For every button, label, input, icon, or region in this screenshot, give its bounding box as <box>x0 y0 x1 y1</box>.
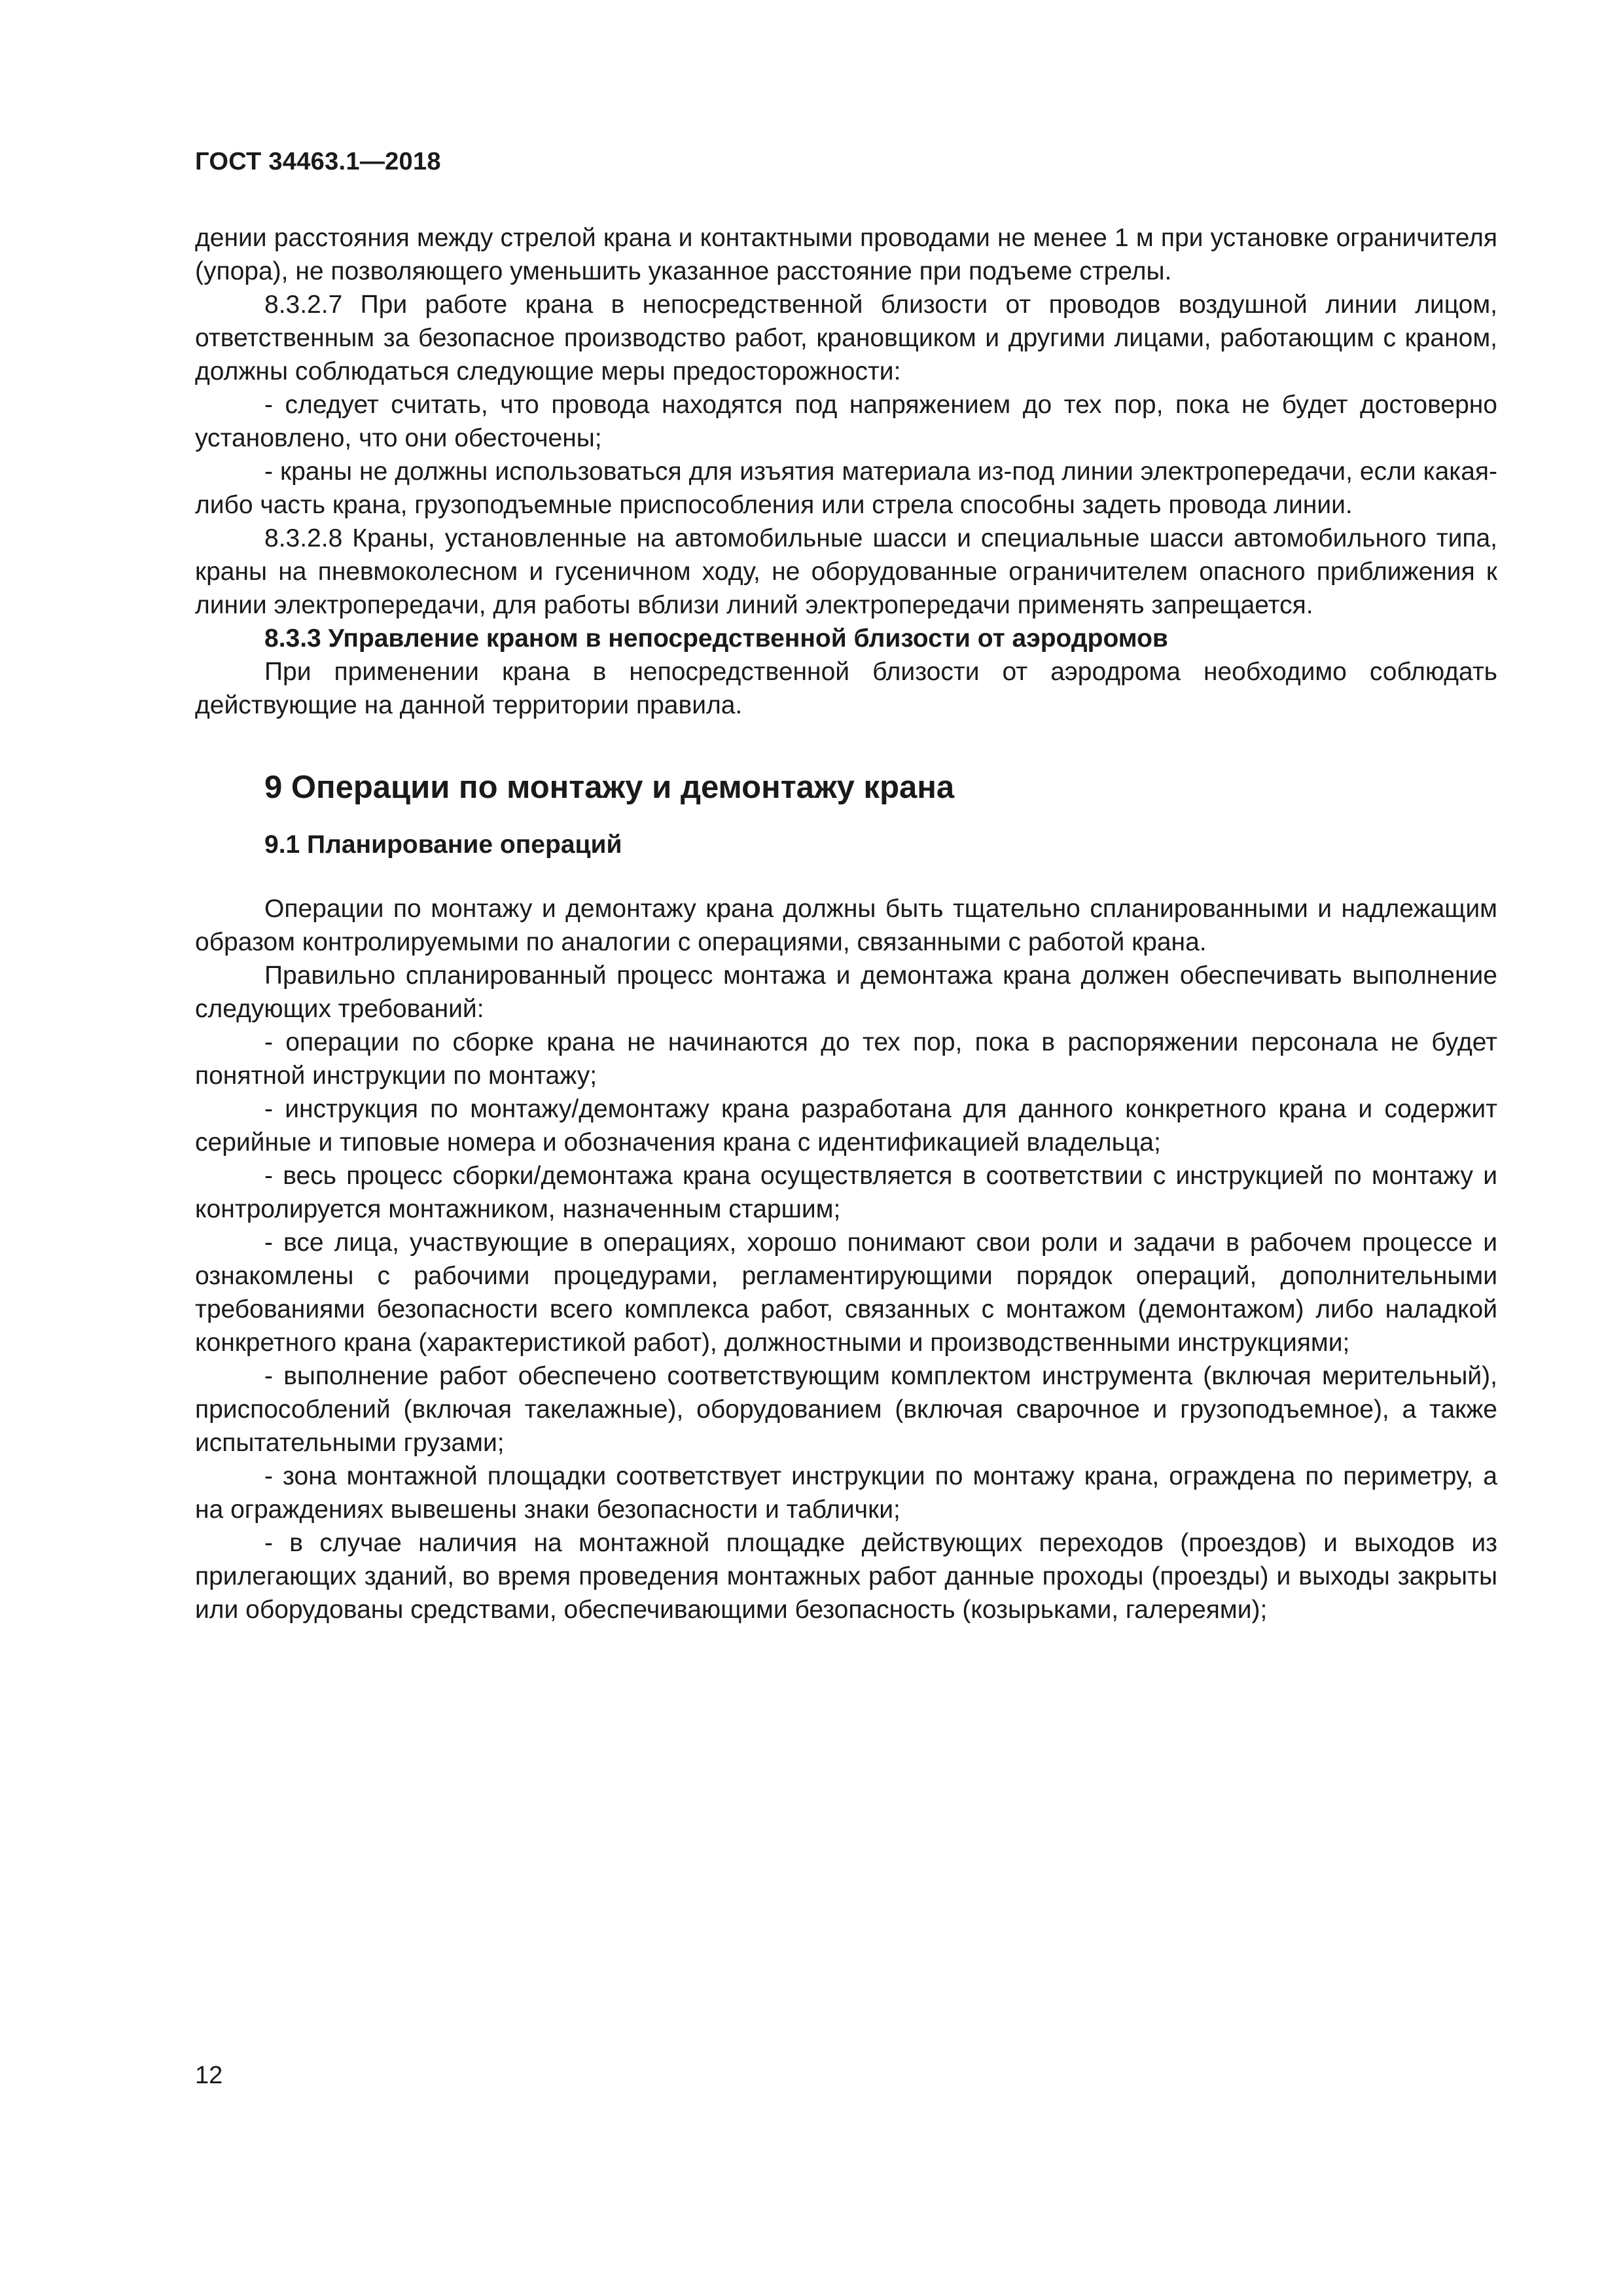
subsection-heading-8-3-3: 8.3.3 Управление краном в непосредственной близости от аэродромов <box>264 624 1168 653</box>
document-header: ГОСТ 34463.1—2018 <box>195 148 441 175</box>
clause-8-3-2-7: 8.3.2.7 При работе крана в непосредственной близости от проводов воздушной линии лицом, ответственным за безопасное производство работ, крановщиком и другими лицами, работающим с краном, должны соблюдаться следующие меры предосторожности: <box>195 291 1497 386</box>
paragraph: Операции по монтажу и демонтажу крана должны быть тщательно спланированными и надлежащим образом контролируемыми по аналогии с операциями, связанными с работой крана. <box>195 895 1497 956</box>
list-item: - весь процесс сборки/демонтажа крана осуществляется в соответствии с инструкцией по монтажу и контролируется монтажником, назначенным старшим; <box>195 1162 1497 1223</box>
list-item: - выполнение работ обеспечено соответствующим комплектом инструмента (включая мерительный), приспособлений (включая такелажные), оборудованием (включая сварочное и грузоподъемное), а также испытательными грузами; <box>195 1362 1497 1457</box>
list-item: - инструкция по монтажу/демонтажу крана разработана для данного конкретного крана и содержит серийные и типовые номера и обозначения крана с идентификацией владельца; <box>195 1095 1497 1157</box>
clause-8-3-3-text: При применении крана в непосредственной близости от аэродрома необходимо соблюдать действующие на данной территории правила. <box>195 658 1497 719</box>
list-item: - в случае наличия на монтажной площадке действующих переходов (проездов) и выходов из прилегающих зданий, во время проведения монтажных работ данные проходы (проезды) и выходы закрыты или оборудованы средствами, обеспечивающими безопасность (козырьками, галереями); <box>195 1529 1497 1624</box>
list-item: - зона монтажной площадки соответствует инструкции по монтажу крана, ограждена по периметру, а на ограждениях вывешены знаки безопасности и таблички; <box>195 1462 1497 1524</box>
paragraph-continuation: дении расстояния между стрелой крана и контактными проводами не менее 1 м при установке ограничителя (упора), не позволяющего уменьшить указанное расстояние при подъеме стрелы. <box>195 224 1497 285</box>
list-item: - следует считать, что провода находятся под напряжением до тех пор, пока не будет достоверно установлено, что они обесточены; <box>195 391 1497 452</box>
subsection-heading-9-1: 9.1 Планирование операций <box>264 831 622 859</box>
list-item: - операции по сборке крана не начинаются до тех пор, пока в распоряжении персонала не будет понятной инструкции по монтажу; <box>195 1028 1497 1090</box>
document-body <box>195 221 1497 1626</box>
page-number: 12 <box>195 2062 223 2089</box>
paragraph: Правильно спланированный процесс монтажа и демонтажа крана должен обеспечивать выполнение следующих требований: <box>195 961 1497 1023</box>
list-item: - краны не должны использоваться для изъятия материала из-под линии электропередачи, если какая-либо часть крана, грузоподъемные приспособления или стрела способны задеть провода линии. <box>195 457 1497 519</box>
clause-8-3-2-8: 8.3.2.8 Краны, установленные на автомобильные шасси и специальные шасси автомобильного типа, краны на пневмоколесном и гусеничном ходу, не оборудованные ограничителем опасного приближения к линии электропередачи, для работы вблизи линий электропередачи применять запрещается. <box>195 524 1497 619</box>
list-item: - все лица, участвующие в операциях, хорошо понимают свои роли и задачи в рабочем процессе и ознакомлены с рабочими процедурами, регламентирующими порядок операций, дополнительными требованиями безопасности всего комплекса работ, связанных с монтажом (демонтажом) либо наладкой конкретного крана (характеристикой работ), должностными и производственными инструкциями; <box>195 1229 1497 1357</box>
section-heading-9: 9 Операции по монтажу и демонтажу крана <box>264 770 955 805</box>
